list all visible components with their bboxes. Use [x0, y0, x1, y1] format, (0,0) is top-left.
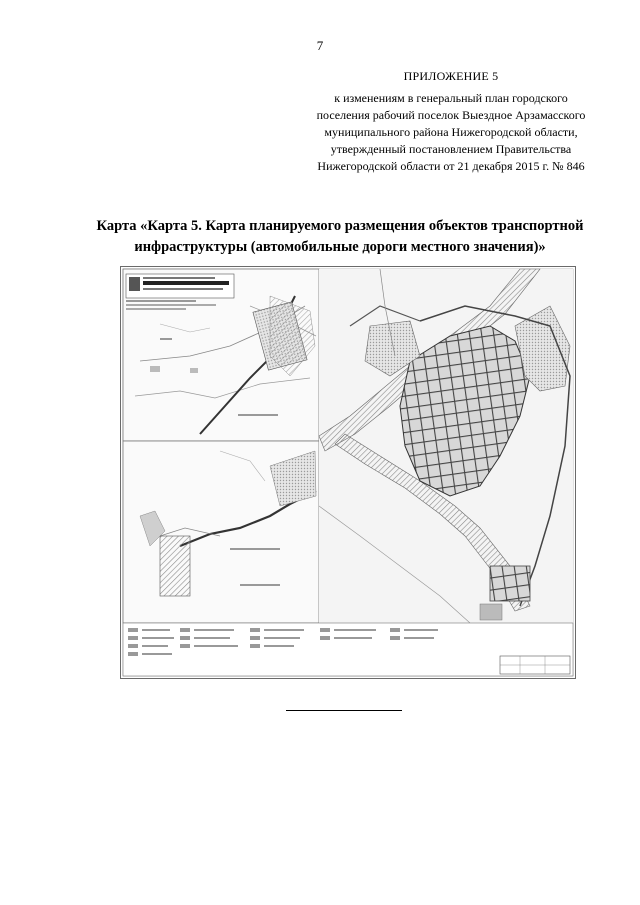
annex-title: ПРИЛОЖЕНИЕ 5	[403, 69, 499, 83]
map-image	[120, 266, 576, 679]
end-rule	[286, 710, 402, 711]
map-title-line: инфраструктуры (автомобильные дороги местного значения)»	[134, 239, 546, 255]
map-title-line: Карта «Карта 5. Карта планируемого размещения объектов транспортной	[96, 218, 584, 234]
page-number: 7	[316, 38, 324, 53]
annex-description	[298, 90, 604, 175]
annex-line: утвержденный постановлением Правительства	[330, 142, 572, 156]
annex-line: Нижегородской области от 21 декабря 2015 г. № 846	[317, 159, 585, 173]
annex-line: к изменениям в генеральный план городского	[334, 91, 568, 105]
annex-line: поселения рабочий поселок Выездное Арзамасского	[316, 108, 586, 122]
map-title	[80, 216, 600, 258]
annex-line: муниципального района Нижегородской области,	[324, 125, 578, 139]
